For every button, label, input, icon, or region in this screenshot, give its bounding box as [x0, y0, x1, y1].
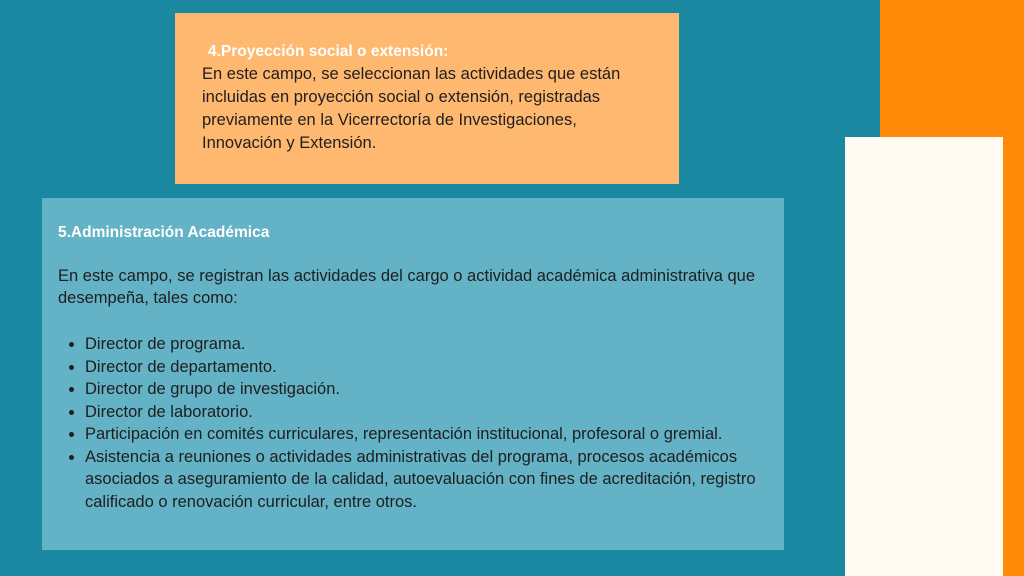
list-item: • Director de laboratorio. — [85, 401, 764, 424]
proyeccion-title: 4.Proyección social o extensión: — [208, 43, 449, 60]
cream-decorative-panel — [845, 137, 1003, 576]
administracion-intro: En este campo, se registran las actividades del cargo o actividad académica administrativa que desempeña, tales como: — [58, 267, 756, 307]
list-item: • Director de grupo de investigación. — [85, 378, 764, 401]
administracion-list — [58, 333, 764, 513]
administracion-title: 5.Administración Académica — [58, 224, 270, 241]
list-item: • Director de departamento. — [85, 356, 764, 379]
list-item: • Asistencia a reuniones o actividades administrativas del programa, procesos académicos asociados a aseguramiento de la calidad, autoevaluación con fines de acreditación, registro calificado o renovación curricular, entre otros. — [85, 446, 764, 514]
administracion-card — [42, 198, 784, 550]
list-item: • Director de programa. — [85, 333, 764, 356]
proyeccion-body: En este campo, se seleccionan las actividades que están incluidas en proyección social o extensión, registradas previamente en la Vicerrectoría de Investigaciones, Innovación y Extensión. — [202, 65, 621, 152]
list-item: • Participación en comités curriculares, representación institucional, profesoral o gremial. — [85, 423, 764, 446]
proyeccion-card — [175, 13, 679, 184]
